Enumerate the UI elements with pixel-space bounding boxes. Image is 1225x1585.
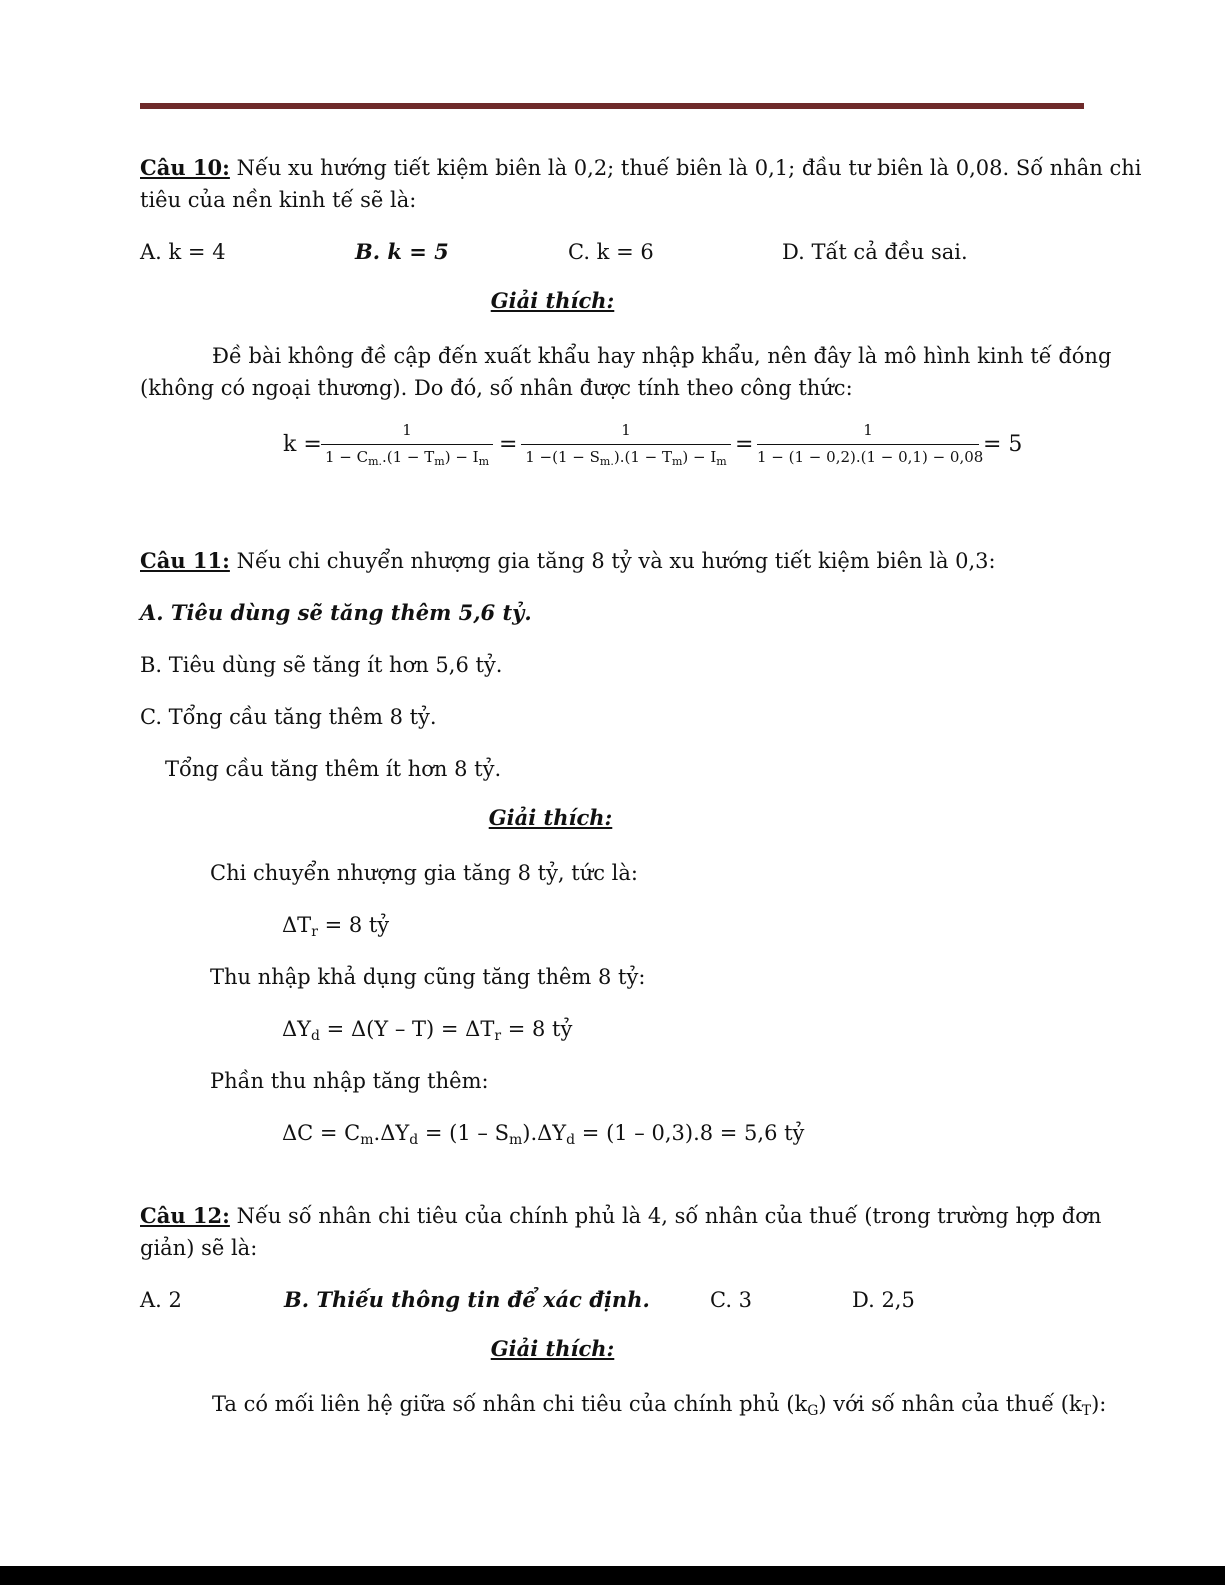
q12-option-d: D. 2,5 — [852, 1288, 915, 1312]
q12-label: Câu 12: — [140, 1203, 230, 1228]
q11-explanation-title: Giải thích: — [488, 805, 613, 830]
q10-option-a: A. k = 4 — [140, 240, 226, 264]
q10-option-d: D. Tất cả đều sai. — [782, 240, 968, 264]
q10-explanation-line2: (không có ngoại thương). Do đó, số nhân được tính theo công thức: — [140, 376, 853, 400]
formula-fraction-3-numerator: 1 — [863, 421, 873, 439]
formula-fraction-1-numerator: 1 — [402, 421, 412, 439]
q11-explanation-line2: Thu nhập khả dụng cũng tăng thêm 8 tỷ: — [210, 965, 646, 989]
q11-option-a: A. Tiêu dùng sẽ tăng thêm 5,6 tỷ. — [140, 600, 532, 625]
q12-text-line2: giản) sẽ là: — [140, 1236, 258, 1260]
formula-result: = 5 — [983, 432, 1023, 457]
q12-explanation-line1: Ta có mối liên hệ giữa số nhân chi tiêu của chính phủ $(k_G)$ với số nhân của thuế $(k_T)$: — [212, 1392, 1107, 1419]
q11-question — [140, 545, 996, 577]
q11-option-d: Tổng cầu tăng thêm ít hơn 8 tỷ. — [165, 757, 502, 781]
q10-label: Câu 10: — [140, 155, 230, 180]
q10-explanation-line1: Đề bài không đề cập đến xuất khẩu hay nhập khẩu, nên đây là mô hình kinh tế đóng — [212, 344, 1112, 368]
formula-fraction-2 — [521, 418, 731, 474]
page-bottom-bar — [0, 1566, 1225, 1585]
q11-formula-2: $\Delta Y_d = \Delta(Y - T) = \Delta T_r = 8$ tỷ — [282, 1017, 573, 1044]
q10-multiplier-formula — [283, 418, 1043, 480]
header-rule — [140, 103, 1084, 109]
q11-formula-1: $\Delta T_r = 8$ tỷ — [282, 913, 390, 940]
formula-fraction-1 — [321, 418, 493, 474]
q11-label: Câu 11: — [140, 548, 230, 573]
q11-formula-3: $\Delta C = C_m.\Delta Y_d = (1 - S_m).\Delta Y_d = (1 - 0,3).8 = 5,6$ tỷ — [282, 1121, 805, 1148]
q10-option-c: C. k = 6 — [568, 240, 654, 264]
q10-option-b: B. k = 5 — [355, 239, 449, 264]
q10-explanation-title: Giải thích: — [490, 288, 615, 313]
formula-fraction-1-denominator: $1 - C_{m.}.(1 - T_m) - I_m$ — [324, 448, 490, 468]
formula-fraction-3 — [757, 418, 984, 469]
q12-explanation-title: Giải thích: — [490, 1336, 615, 1361]
formula-equals-1: = — [499, 432, 518, 457]
q12-question-line1 — [140, 1200, 1101, 1232]
formula-fraction-2-numerator: 1 — [621, 421, 631, 439]
formula-lhs: k = — [283, 432, 322, 457]
q11-option-b: B. Tiêu dùng sẽ tăng ít hơn 5,6 tỷ. — [140, 653, 503, 677]
q11-text: Nếu chi chuyển nhượng gia tăng 8 tỷ và xu hướng tiết kiệm biên là 0,3: — [229, 549, 996, 573]
q11-explanation-line3: Phần thu nhập tăng thêm: — [210, 1069, 489, 1093]
q12-option-b: B. Thiếu thông tin để xác định. — [284, 1287, 650, 1312]
q12-text-line1: Nếu số nhân chi tiêu của chính phủ là 4, số nhân của thuế (trong trường hợp đơn — [229, 1204, 1102, 1228]
q11-option-c: C. Tổng cầu tăng thêm 8 tỷ. — [140, 705, 437, 729]
q12-option-a: A. 2 — [140, 1288, 182, 1312]
formula-fraction-3-denominator: 1 − (1 − 0,2).(1 − 0,1) − 0,08 — [757, 448, 984, 466]
formula-equals-2: = — [735, 432, 754, 457]
q10-question-line1 — [140, 152, 1142, 184]
q10-text-line2: tiêu của nền kinh tế sẽ là: — [140, 188, 417, 212]
q11-explanation-line1: Chi chuyển nhượng gia tăng 8 tỷ, tức là: — [210, 861, 638, 885]
q12-option-c: C. 3 — [710, 1288, 753, 1312]
formula-fraction-2-denominator: $1 -(1 - S_{m.}).(1 - T_m) - I_m$ — [525, 448, 727, 468]
q10-text-line1: Nếu xu hướng tiết kiệm biên là 0,2; thuế biên là 0,1; đầu tư biên là 0,08. Số nhân chi — [229, 156, 1142, 180]
